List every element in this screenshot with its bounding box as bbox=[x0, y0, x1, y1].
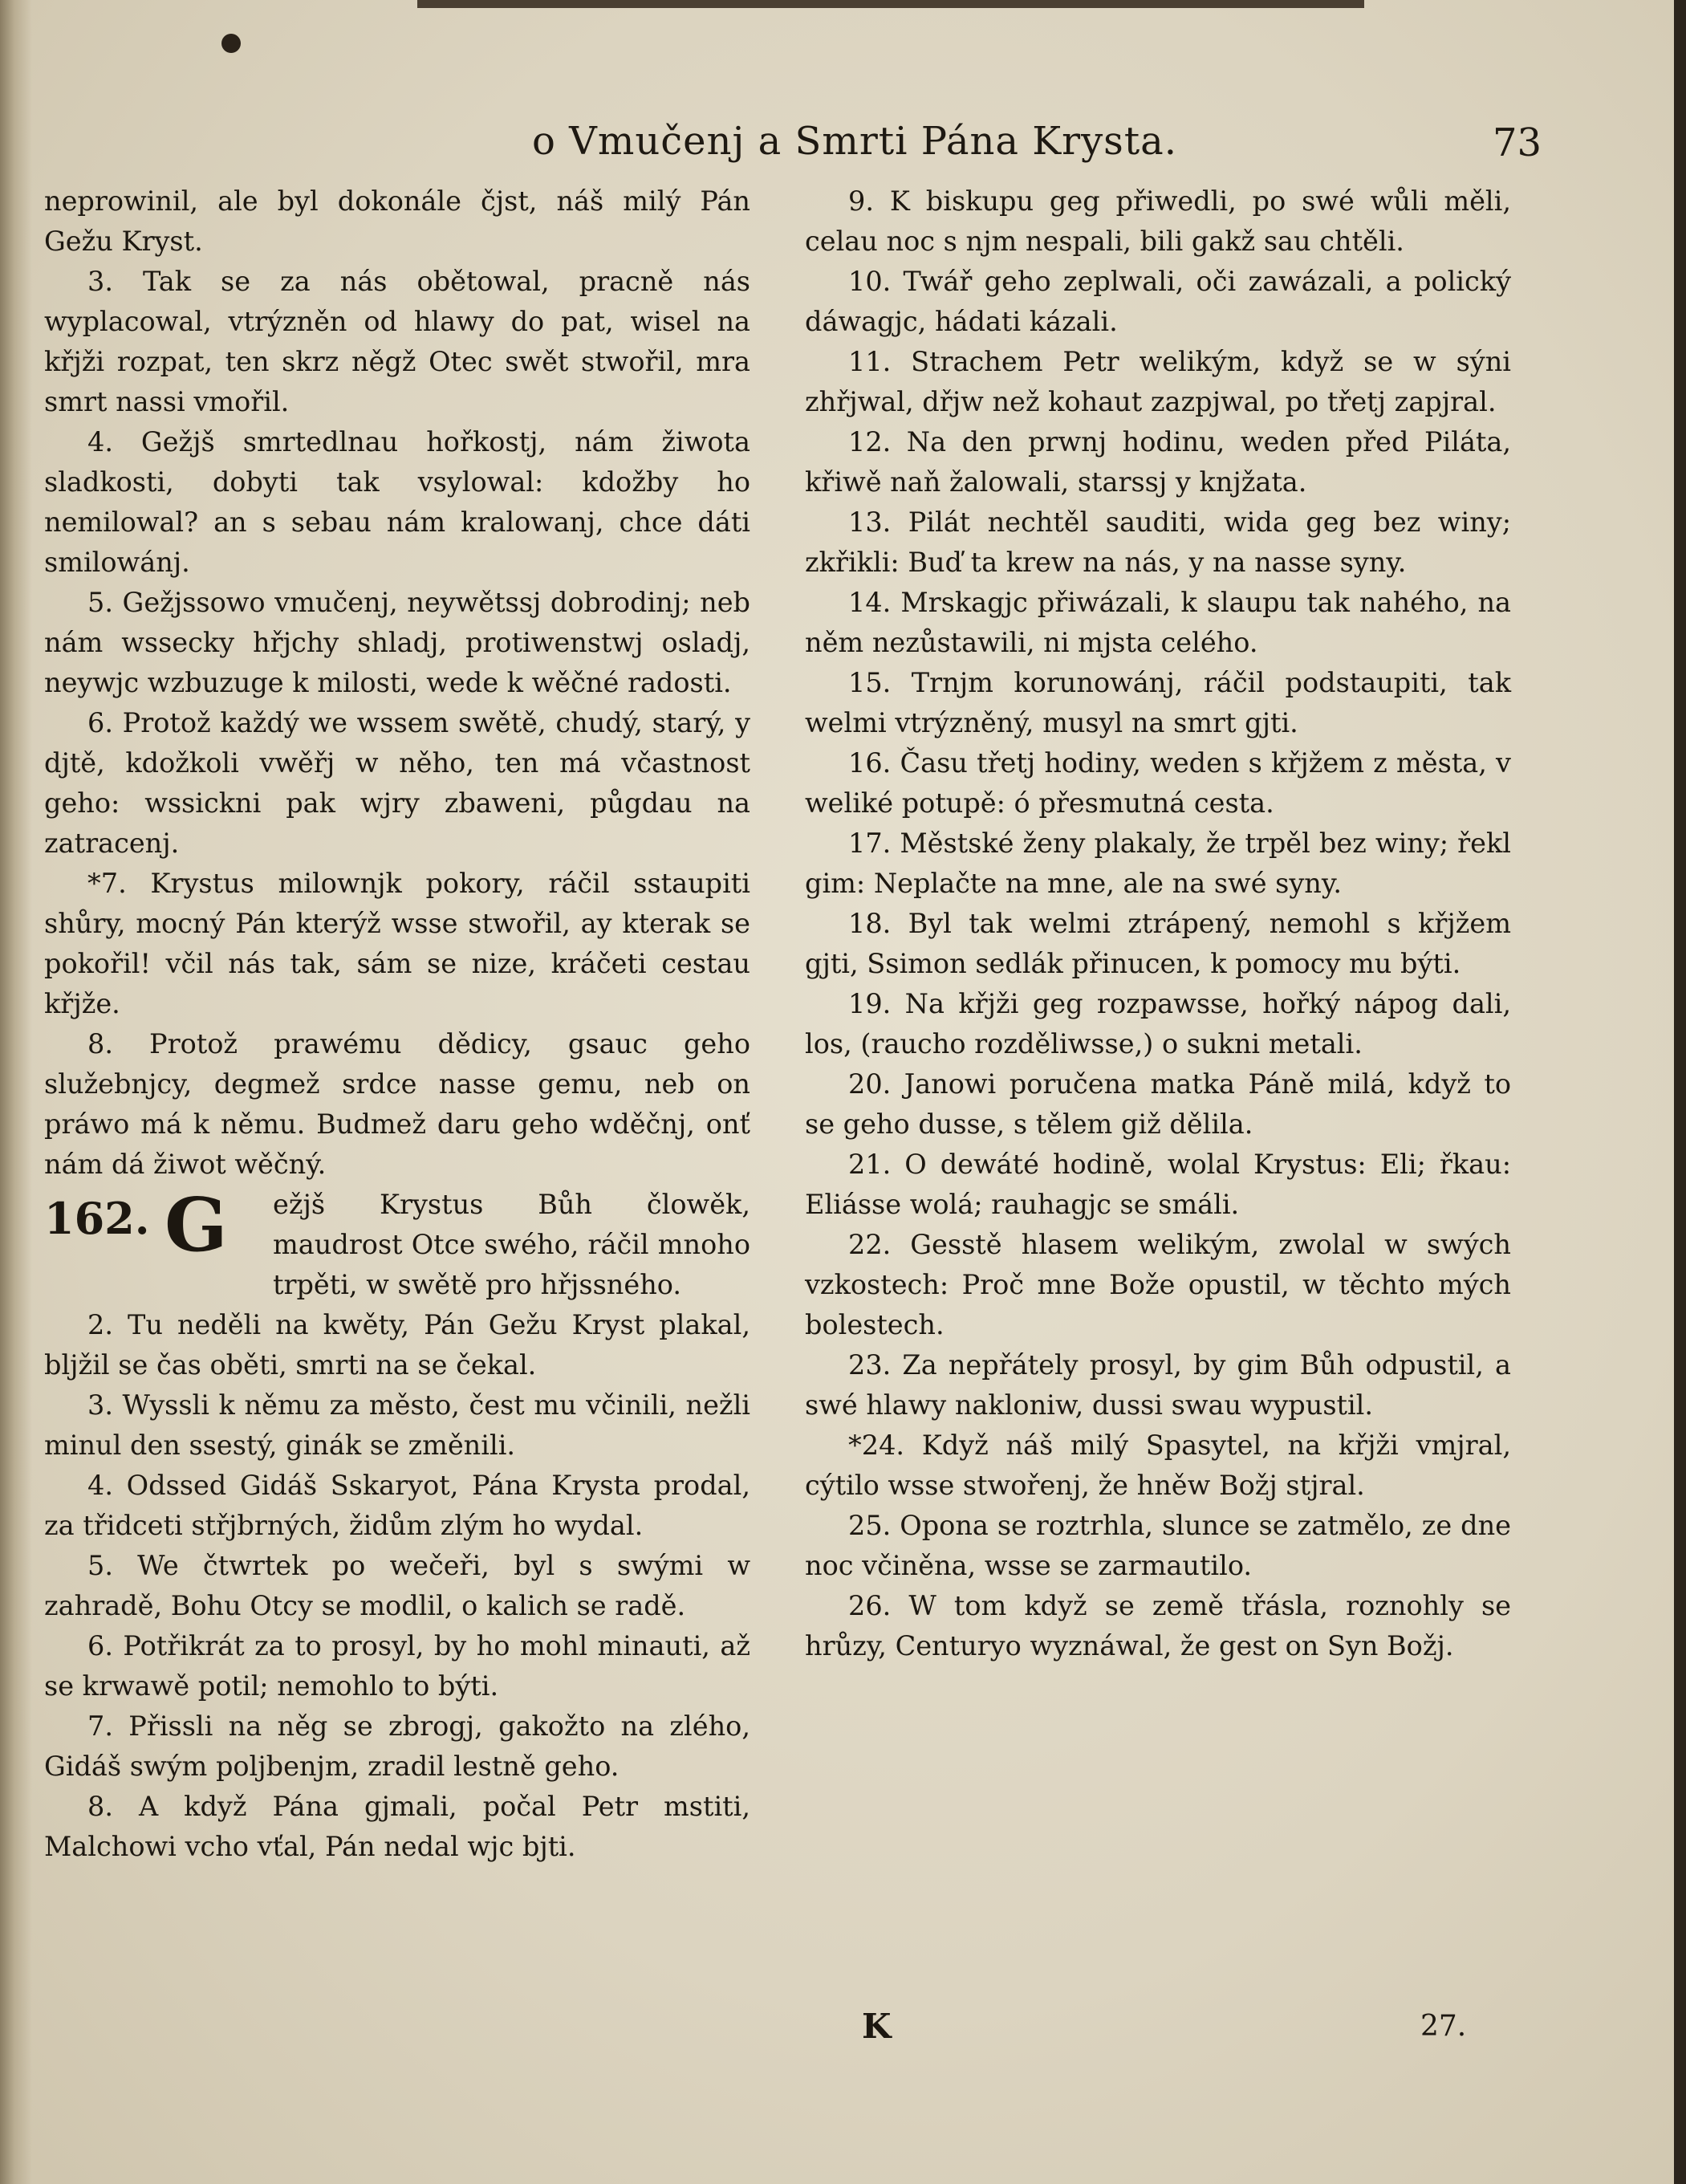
paragraph: 23. Za nepřátely prosyl, by gim Bůh odpustil, a swé hlawy nakloniw, dussi swau wypustil. bbox=[805, 1349, 1511, 1421]
paragraph: 2. Tu neděli na kwěty, Pán Gežu Kryst plakal, blјžil se čas oběti, smrti na se čekal. bbox=[44, 1309, 750, 1381]
running-head: o Vmučenj a Smrti Pána Krysta. bbox=[532, 119, 1177, 164]
page-gutter bbox=[0, 0, 32, 2184]
paragraph: 26. W tom když se země třásla, roznohly se hrůzy, Centuryo wyznáwal, že gest on Syn Božj. bbox=[805, 1590, 1511, 1661]
paragraph: 5. We čtwrtek po wečeři, byl s swými w zahradě, Bohu Otcy se modlil, o kalich se radě. bbox=[44, 1550, 750, 1621]
paragraph: 3. Tak se za nás obětowal, pracně nás wyplacowal, vtrýzněn od hlawy do pat, wisel na křjži rozpat, ten skrz něgž Otec swět stwořil, mra smrt nassi vmořil. bbox=[44, 266, 750, 417]
right-column bbox=[805, 181, 1511, 1666]
paragraph: 13. Pilát nechtěl sauditi, wida geg bez winy; zkřikli: Buď ta krew na nás, y na nasse syny. bbox=[805, 506, 1511, 578]
paragraph: 10. Twář geho zeplwali, oči zawázali, a polický dáwagjc, hádati kázali. bbox=[805, 266, 1511, 337]
paragraph: 4. Odssed Gidáš Sskaryot, Pána Krysta prodal, za třidceti střjbrných, židům zlým ho wydal. bbox=[44, 1470, 750, 1541]
page-number: 73 bbox=[1493, 120, 1542, 165]
paragraph: 12. Na den prwnj hodinu, weden před Piláta, křiwě naň žalowali, starssj y knjžata. bbox=[805, 426, 1511, 498]
paragraph: 8. Protož prawému dědicy, gsauc geho služebnjcy, degmež srdce nasse gemu, neb on práwo má k němu. Budmež daru geho wděčnj, onť nám dá žiwot wěčný. bbox=[44, 1028, 750, 1180]
catchword: 27. bbox=[1420, 2010, 1467, 2043]
paragraph: 16. Času třetj hodiny, weden s křjžem z města, v weliké potupě: ó přesmutná cesta. bbox=[805, 747, 1511, 819]
paragraph: 5. Gežjssowo vmučenj, neywětssj dobrodinj; neb nám wssecky hřjchy shladj, protiwenstwj osladj, neywjc wzbuzuge k milosti, wede k wěčné radosti. bbox=[44, 587, 750, 698]
paragraph: 19. Na křjži geg rozpawsse, hořký nápog dali, los, (raucho rozděliwsse,) o sukni metali. bbox=[805, 988, 1511, 1059]
paragraph: 21. O dewáté hodině, wolal Krystus: Eli; řkau: Eliásse wolá; rauhagjc se smáli. bbox=[805, 1149, 1511, 1220]
hymn-first-verse: ežjš Krystus Bůh člowěk, maudrost Otce swého, ráčil mnoho trpěti, w swětě pro hřjssného. bbox=[273, 1189, 750, 1300]
paragraph: 6. Protož každý we wssem swětě, chudý, starý, y djtě, kdožkoli vwěřj w něho, ten má včastnost geho: wssickni pak wjry zbaweni, půgdau na zatracenj. bbox=[44, 707, 750, 859]
paragraph: 4. Gežjš smrtedlnau hořkostj, nám žiwota sladkosti, dobyti tak vsylowal: kdožby ho nemilowal? an s sebau nám kralowanj, chce dáti smilowánj. bbox=[44, 426, 750, 578]
paragraph: 9. K biskupu geg přiwedli, po swé wůli měli, celau noc s njm nespali, bili gakž sau chtěli. bbox=[805, 185, 1511, 257]
top-edge-stain bbox=[417, 0, 1364, 8]
paragraph: 22. Gesstě hlasem welikým, zwolal w swých vzkostech: Proč mne Bože opustil, w těchto mých bolestech. bbox=[805, 1229, 1511, 1340]
paragraph: 20. Janowi poručena matka Páně milá, když to se geho dusse, s tělem giž dělila. bbox=[805, 1068, 1511, 1140]
ink-blot bbox=[221, 34, 241, 53]
decorated-initial: G bbox=[165, 1181, 228, 1268]
paragraph: 3. Wyssli k němu za město, čest mu včinili, nežli minul den ssestý, ginák se změnili. bbox=[44, 1389, 750, 1461]
paragraph: neprowinil, ale byl dokonále čjst, náš milý Pán Gežu Kryst. bbox=[44, 185, 750, 257]
paragraph: 25. Opona se roztrhla, slunce se zatmělo, ze dne noc včiněna, wsse se zarmautilo. bbox=[805, 1510, 1511, 1581]
paragraph: 18. Byl tak welmi ztrápený, nemohl s křjžem gjti, Ssimon sedlák přinucen, k pomocy mu býti. bbox=[805, 908, 1511, 979]
scan-border bbox=[1674, 0, 1686, 2184]
paragraph: *7. Krystus milownjk pokory, ráčil sstaupiti shůry, mocný Pán kterýž wsse stwořil, ay kterak se pokořil! včil nás tak, sám se nize, kráčeti cestau křjže. bbox=[44, 868, 750, 1019]
left-column bbox=[44, 181, 750, 1867]
paragraph: 11. Strachem Petr welikým, když se w sýni zhřjwal, dřjw než kohaut zazpjwal, po třetj zapjral. bbox=[805, 346, 1511, 417]
paragraph: 8. A když Pána gjmali, počal Petr mstiti, Malchowi vcho vťal, Pán nedal wjc bjti. bbox=[44, 1791, 750, 1862]
paragraph: 7. Přissli na něg se zbrogj, gakožto na zlého, Gidáš swým poljbenjm, zradil lestně geho. bbox=[44, 1710, 750, 1782]
signature-mark: K bbox=[862, 2007, 892, 2046]
paragraph: 17. Městské ženy plakaly, že trpěl bez winy; řekl gim: Neplačte na mne, ale na swé syny. bbox=[805, 828, 1511, 899]
paragraph: 14. Mrskagjc přiwázali, k slaupu tak nahého, na něm nezůstawili, ni mjsta celého. bbox=[805, 587, 1511, 658]
paragraph: *24. Když náš milý Spasytel, na křjži vmjral, cýtilo wsse stwořenj, že hněw Božj stjral. bbox=[805, 1430, 1511, 1501]
hymn-number: 162. bbox=[44, 1193, 150, 1244]
paragraph: 15. Trnjm korunowánj, ráčil podstaupiti, tak welmi vtrýzněný, musyl na smrt gjti. bbox=[805, 667, 1511, 738]
paragraph: 6. Potřikrát za to prosyl, by ho mohl minauti, až se krwawě potil; nemohlo to býti. bbox=[44, 1630, 750, 1702]
hymn-opening bbox=[44, 1181, 750, 1305]
